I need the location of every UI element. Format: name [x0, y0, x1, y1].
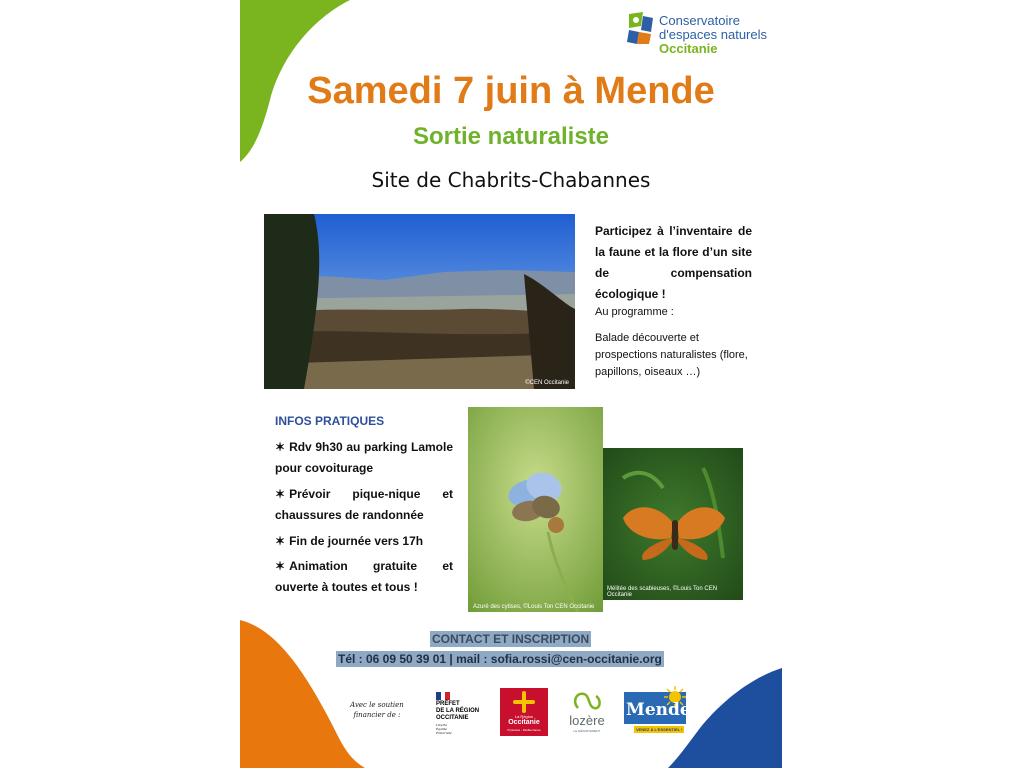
- infos-heading: INFOS PRATIQUES: [275, 414, 385, 428]
- star-bullet-icon: ✶: [275, 534, 286, 548]
- occitan-cross-icon: [513, 691, 535, 713]
- prefet-line1: PRÉFET: [436, 701, 460, 707]
- info-item-text: Rdv 9h30 au parking Lamole pour covoiturage: [275, 440, 453, 475]
- cen-logo-line1: Conservatoire: [659, 13, 740, 28]
- mende-logo: [624, 692, 691, 736]
- star-bullet-icon: ✶: [275, 440, 286, 454]
- cen-leaf-icon: [625, 10, 655, 46]
- blue-butterfly-credit: Azuré des cytises, ©Louis Ton CEN Occitanie: [473, 604, 595, 610]
- region-line2: Occitanie: [508, 719, 540, 726]
- orange-blob-decoration: [240, 610, 380, 768]
- programme-label: Au programme :: [595, 306, 674, 318]
- region-line3: Pyrénées - Méditerranée: [507, 728, 541, 732]
- prefet-motto: Liberté Égalité Fraternité: [436, 723, 452, 735]
- info-item: [275, 531, 453, 552]
- prefet-logo: [436, 692, 488, 736]
- programme-text: Balade découverte et prospections naturalistes (flore, papillons, oiseaux …): [595, 332, 748, 378]
- info-item-text: Prévoir pique-nique et chaussures de randonnée: [275, 487, 453, 522]
- lozere-tag: LE DÉPARTEMENT: [573, 729, 601, 733]
- orange-butterfly-credit: Mélitée des scabieuses, ©Louis Ton CEN Occitanie: [607, 586, 718, 598]
- info-item-text: Fin de journée vers 17h: [289, 534, 424, 548]
- info-item: [275, 556, 453, 598]
- lozere-logo: [562, 690, 612, 736]
- region-occitanie-logo: [500, 688, 548, 736]
- lozere-loop-icon: [572, 690, 602, 714]
- cen-occitanie-logo: [625, 8, 782, 58]
- flyer-page: [240, 0, 782, 768]
- info-item-text: Animation gratuite et ouverte à toutes et tous !: [275, 559, 453, 594]
- prefet-line2: DE LA RÉGION: [436, 708, 480, 714]
- cen-logo-line3: Occitanie: [659, 41, 718, 56]
- lozere-name: lozère: [569, 713, 605, 728]
- orange-butterfly-photo: [603, 448, 743, 600]
- mende-tag: VENEZ À L'ESSENTIEL !: [636, 727, 683, 732]
- cen-logo-line2: d'espaces naturels: [659, 27, 767, 42]
- star-bullet-icon: ✶: [275, 559, 286, 573]
- landscape-credit: ©CEN Occitanie: [525, 380, 569, 386]
- blue-butterfly-photo: [468, 407, 603, 612]
- support-text: Avec le soutien financier de :: [350, 701, 404, 719]
- event-title: Samedi 7 juin à Mende: [307, 70, 715, 112]
- marianne-flag-icon: [436, 692, 450, 700]
- info-item: [275, 484, 453, 526]
- info-item: [275, 437, 453, 479]
- region-line1: La Région: [514, 714, 534, 719]
- prefet-line3: OCCITANIE: [436, 715, 469, 721]
- event-subtitle: Sortie naturaliste: [412, 123, 610, 150]
- contact-details: Tél : 06 09 50 39 01 | mail : sofia.rossi@cen-occitanie.org: [338, 652, 662, 666]
- mende-name: Mende: [626, 700, 691, 720]
- star-bullet-icon: ✶: [275, 487, 286, 501]
- event-site: Site de Chabrits-Chabannes: [371, 168, 651, 192]
- landscape-photo: [264, 214, 575, 389]
- intro-text: Participez à l’inventaire de la faune et la flore d’un site de compensation écologique !: [595, 224, 752, 301]
- contact-heading: CONTACT ET INSCRIPTION: [432, 632, 590, 646]
